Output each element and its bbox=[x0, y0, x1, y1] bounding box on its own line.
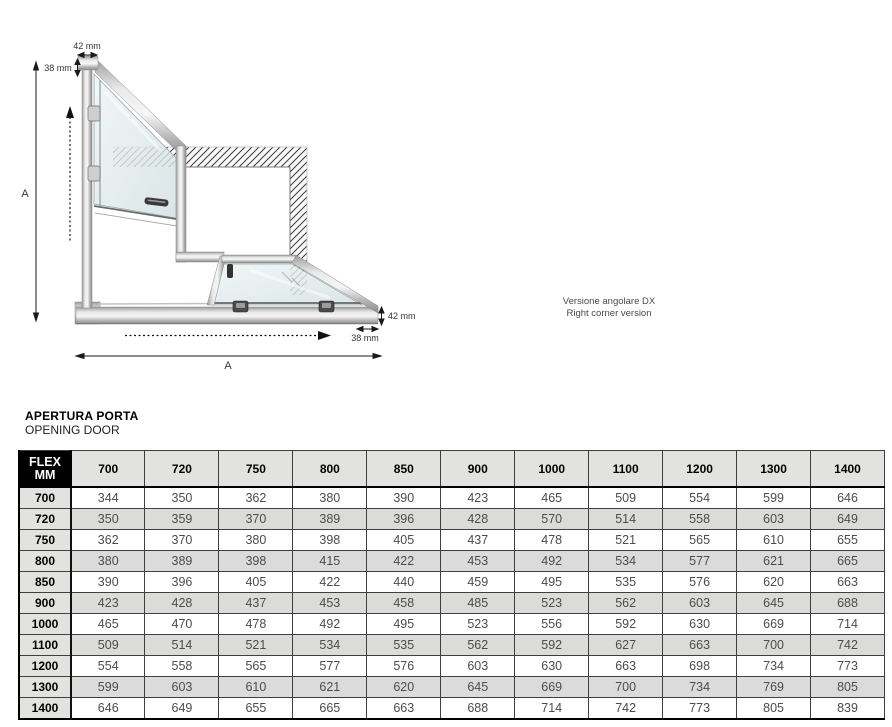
row-header: 900 bbox=[19, 593, 71, 614]
table-cell: 396 bbox=[367, 509, 441, 530]
table-cell: 646 bbox=[811, 487, 885, 509]
table-cell: 645 bbox=[737, 593, 811, 614]
left-post bbox=[82, 66, 92, 308]
lower-door-top-rail bbox=[222, 255, 296, 263]
table-row bbox=[19, 572, 885, 593]
table-cell: 514 bbox=[145, 635, 219, 656]
column-header: 1400 bbox=[811, 451, 885, 488]
table-cell: 663 bbox=[811, 572, 885, 593]
table-row bbox=[19, 698, 885, 720]
table-cell: 523 bbox=[441, 614, 515, 635]
table-cell: 621 bbox=[737, 551, 811, 572]
table-cell: 742 bbox=[589, 698, 663, 720]
dimension-arrow-down-icon bbox=[34, 313, 39, 321]
table-cell: 773 bbox=[663, 698, 737, 720]
table-cell: 773 bbox=[811, 656, 885, 677]
table-cell: 565 bbox=[219, 656, 293, 677]
table-cell: 415 bbox=[293, 551, 367, 572]
column-header: 700 bbox=[71, 451, 145, 488]
table-cell: 592 bbox=[589, 614, 663, 635]
row-header: 1400 bbox=[19, 698, 71, 720]
table-cell: 565 bbox=[663, 530, 737, 551]
table-cell: 627 bbox=[589, 635, 663, 656]
table-cell: 362 bbox=[219, 487, 293, 509]
dim-top-offset-label: 38 mm bbox=[44, 63, 72, 73]
column-header: 1100 bbox=[589, 451, 663, 488]
table-cell: 359 bbox=[145, 509, 219, 530]
table-cell: 459 bbox=[441, 572, 515, 593]
upper-hinge-bottom bbox=[88, 166, 100, 181]
table-cell: 398 bbox=[293, 530, 367, 551]
table-cell: 514 bbox=[589, 509, 663, 530]
table-row bbox=[19, 593, 885, 614]
table-cell: 562 bbox=[441, 635, 515, 656]
dimension-arrow-left-icon bbox=[357, 327, 363, 332]
table-row bbox=[19, 509, 885, 530]
dimension-arrow-down-icon bbox=[379, 319, 384, 325]
table-cell: 663 bbox=[663, 635, 737, 656]
opening-door-table bbox=[18, 450, 885, 720]
table-cell: 576 bbox=[663, 572, 737, 593]
table-cell: 734 bbox=[663, 677, 737, 698]
row-header: 1000 bbox=[19, 614, 71, 635]
flex-mm-corner-header: FLEX MM bbox=[19, 451, 71, 488]
table-row bbox=[19, 530, 885, 551]
row-header: 720 bbox=[19, 509, 71, 530]
table-cell: 437 bbox=[441, 530, 515, 551]
table-cell: 465 bbox=[71, 614, 145, 635]
table-cell: 556 bbox=[515, 614, 589, 635]
lower-door-handle bbox=[227, 264, 233, 278]
table-cell: 422 bbox=[367, 551, 441, 572]
lower-hinge-left-detail bbox=[236, 303, 245, 308]
table-cell: 663 bbox=[367, 698, 441, 720]
table-cell: 577 bbox=[293, 656, 367, 677]
table-cell: 428 bbox=[441, 509, 515, 530]
dimension-arrow-down-icon bbox=[75, 71, 80, 77]
table-cell: 405 bbox=[367, 530, 441, 551]
table-cell: 495 bbox=[515, 572, 589, 593]
table-cell: 700 bbox=[737, 635, 811, 656]
table-cell: 620 bbox=[737, 572, 811, 593]
table-cell: 465 bbox=[515, 487, 589, 509]
table-cell: 649 bbox=[145, 698, 219, 720]
table-cell: 470 bbox=[145, 614, 219, 635]
column-header: 850 bbox=[367, 451, 441, 488]
table-cell: 422 bbox=[293, 572, 367, 593]
table-cell: 453 bbox=[293, 593, 367, 614]
table-cell: 535 bbox=[367, 635, 441, 656]
table-row bbox=[19, 677, 885, 698]
table-cell: 478 bbox=[219, 614, 293, 635]
table-cell: 599 bbox=[71, 677, 145, 698]
table-cell: 769 bbox=[737, 677, 811, 698]
table-cell: 380 bbox=[293, 487, 367, 509]
table-cell: 521 bbox=[589, 530, 663, 551]
table-cell: 423 bbox=[71, 593, 145, 614]
row-header: 750 bbox=[19, 530, 71, 551]
top-cap bbox=[78, 56, 98, 70]
dim-height-label: A bbox=[21, 188, 29, 200]
row-header: 1300 bbox=[19, 677, 71, 698]
table-cell: 714 bbox=[811, 614, 885, 635]
caption-english: Right corner version bbox=[566, 308, 652, 319]
dimension-arrow-right-icon bbox=[373, 354, 381, 359]
table-cell: 370 bbox=[219, 509, 293, 530]
table-cell: 344 bbox=[71, 487, 145, 509]
dimension-arrow-left-icon bbox=[76, 354, 84, 359]
dimension-arrow-up-icon bbox=[379, 307, 384, 313]
table-cell: 663 bbox=[589, 656, 663, 677]
table-cell: 428 bbox=[145, 593, 219, 614]
table-cell: 645 bbox=[441, 677, 515, 698]
column-header: 750 bbox=[219, 451, 293, 488]
table-cell: 350 bbox=[145, 487, 219, 509]
table-row bbox=[19, 635, 885, 656]
table-cell: 390 bbox=[71, 572, 145, 593]
row-header: 800 bbox=[19, 551, 71, 572]
table-cell: 523 bbox=[515, 593, 589, 614]
table-cell: 570 bbox=[515, 509, 589, 530]
column-header: 800 bbox=[293, 451, 367, 488]
column-header: 1000 bbox=[515, 451, 589, 488]
table-cell: 453 bbox=[441, 551, 515, 572]
corner-elbow bbox=[176, 252, 224, 262]
table-cell: 603 bbox=[441, 656, 515, 677]
dimension-arrow-right-icon bbox=[372, 327, 378, 332]
section-title-italian: APERTURA PORTA bbox=[25, 409, 139, 423]
table-cell: 534 bbox=[589, 551, 663, 572]
dim-right-offset-label: 38 mm bbox=[351, 333, 379, 343]
table-cell: 380 bbox=[71, 551, 145, 572]
table-cell: 700 bbox=[589, 677, 663, 698]
table-cell: 492 bbox=[293, 614, 367, 635]
row-header: 850 bbox=[19, 572, 71, 593]
table-cell: 655 bbox=[811, 530, 885, 551]
lower-hinge-right-detail bbox=[322, 303, 331, 308]
table-cell: 509 bbox=[71, 635, 145, 656]
table-cell: 734 bbox=[737, 656, 811, 677]
table-cell: 610 bbox=[219, 677, 293, 698]
table-cell: 521 bbox=[219, 635, 293, 656]
table-cell: 492 bbox=[515, 551, 589, 572]
table-cell: 390 bbox=[367, 487, 441, 509]
table-body bbox=[19, 487, 885, 719]
table-cell: 562 bbox=[589, 593, 663, 614]
table-cell: 478 bbox=[515, 530, 589, 551]
upper-hinge-top bbox=[88, 106, 100, 121]
column-header: 900 bbox=[441, 451, 515, 488]
table-cell: 610 bbox=[737, 530, 811, 551]
table-cell: 458 bbox=[367, 593, 441, 614]
table-cell: 509 bbox=[589, 487, 663, 509]
row-header: 700 bbox=[19, 487, 71, 509]
table-cell: 423 bbox=[441, 487, 515, 509]
table-cell: 620 bbox=[367, 677, 441, 698]
table-cell: 577 bbox=[663, 551, 737, 572]
table-cell: 485 bbox=[441, 593, 515, 614]
table-cell: 437 bbox=[219, 593, 293, 614]
table-cell: 380 bbox=[219, 530, 293, 551]
up-direction-arrow-icon bbox=[66, 106, 74, 118]
table-header bbox=[19, 451, 885, 488]
row-header: 1200 bbox=[19, 656, 71, 677]
table-cell: 669 bbox=[737, 614, 811, 635]
table-cell: 805 bbox=[811, 677, 885, 698]
column-header: 720 bbox=[145, 451, 219, 488]
table-cell: 665 bbox=[293, 698, 367, 720]
table-cell: 362 bbox=[71, 530, 145, 551]
table-cell: 440 bbox=[367, 572, 441, 593]
table-cell: 389 bbox=[293, 509, 367, 530]
table-row bbox=[19, 551, 885, 572]
table-cell: 630 bbox=[515, 656, 589, 677]
table-cell: 495 bbox=[367, 614, 441, 635]
table-cell: 805 bbox=[737, 698, 811, 720]
table-cell: 603 bbox=[737, 509, 811, 530]
table-cell: 649 bbox=[811, 509, 885, 530]
dim-top-width-label: 42 mm bbox=[73, 41, 101, 51]
table-cell: 669 bbox=[515, 677, 589, 698]
table-cell: 554 bbox=[71, 656, 145, 677]
table-cell: 630 bbox=[663, 614, 737, 635]
table-cell: 655 bbox=[219, 698, 293, 720]
table-cell: 558 bbox=[663, 509, 737, 530]
table-cell: 665 bbox=[811, 551, 885, 572]
table-row bbox=[19, 487, 885, 509]
table-cell: 350 bbox=[71, 509, 145, 530]
row-header: 1100 bbox=[19, 635, 71, 656]
table-cell: 535 bbox=[589, 572, 663, 593]
table-cell: 592 bbox=[515, 635, 589, 656]
table-cell: 742 bbox=[811, 635, 885, 656]
table-row bbox=[19, 614, 885, 635]
table-cell: 714 bbox=[515, 698, 589, 720]
table-cell: 558 bbox=[145, 656, 219, 677]
table-cell: 576 bbox=[367, 656, 441, 677]
table-cell: 839 bbox=[811, 698, 885, 720]
right-direction-arrow-icon bbox=[318, 331, 331, 340]
table-cell: 599 bbox=[737, 487, 811, 509]
table-cell: 396 bbox=[145, 572, 219, 593]
table-cell: 646 bbox=[71, 698, 145, 720]
table-row bbox=[19, 656, 885, 677]
table-cell: 554 bbox=[663, 487, 737, 509]
table-cell: 698 bbox=[663, 656, 737, 677]
dim-width-label: A bbox=[224, 360, 232, 372]
dimension-arrow-up-icon bbox=[34, 62, 39, 70]
table-cell: 688 bbox=[811, 593, 885, 614]
dim-right-height-label: 42 mm bbox=[388, 311, 416, 321]
column-header: 1300 bbox=[737, 451, 811, 488]
table-cell: 603 bbox=[145, 677, 219, 698]
table-cell: 603 bbox=[663, 593, 737, 614]
corner-post bbox=[176, 146, 186, 262]
table-cell: 688 bbox=[441, 698, 515, 720]
table-cell: 621 bbox=[293, 677, 367, 698]
table-cell: 405 bbox=[219, 572, 293, 593]
table-cell: 534 bbox=[293, 635, 367, 656]
section-title-english: OPENING DOOR bbox=[25, 423, 120, 437]
table-cell: 370 bbox=[145, 530, 219, 551]
table-cell: 398 bbox=[219, 551, 293, 572]
caption-italian: Versione angolare DX bbox=[562, 296, 656, 307]
section-titles bbox=[25, 410, 138, 437]
column-header: 1200 bbox=[663, 451, 737, 488]
table-cell: 389 bbox=[145, 551, 219, 572]
